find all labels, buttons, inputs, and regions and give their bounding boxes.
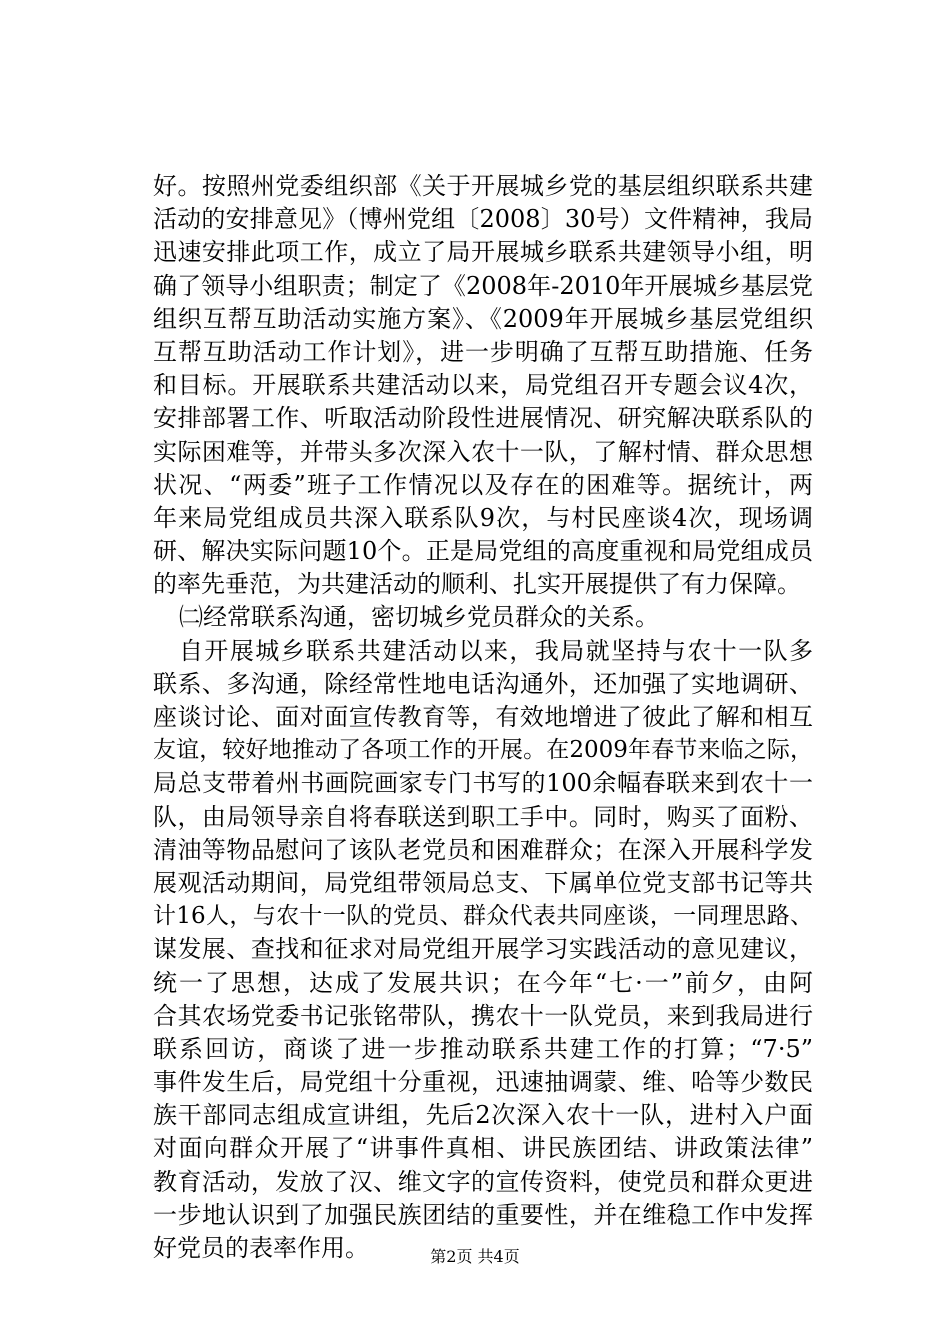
text-line: 实际困难等，并带头多次深入农十一队，了解村情、群众思想 bbox=[153, 437, 813, 466]
text-line: 的率先垂范，为共建活动的顺利、扎实开展提供了有力保障。 bbox=[153, 570, 801, 599]
text-line: 互帮互助活动工作计划》，进一步明确了互帮互助措施、任务 bbox=[153, 337, 813, 366]
page-footer bbox=[0, 1246, 950, 1268]
text-line: 好。按照州党委组织部《关于开展城乡党的基层组织联系共建 bbox=[153, 172, 813, 200]
text-line: 统一了思想，达成了发展共识；在今年“七·一”前夕，由阿 bbox=[153, 968, 813, 997]
text-line: 友谊，较好地推动了各项工作的开展。在2009年春节来临之际， bbox=[153, 737, 813, 764]
text-line: 教育活动，发放了汉、维文字的宣传资料，使党员和群众更进 bbox=[153, 1167, 813, 1196]
text-line: 状况、“两委”班子工作情况以及存在的困难等。据统计，两 bbox=[153, 470, 813, 499]
text-line: 迅速安排此项工作，成立了局开展城乡联系共建领导小组，明 bbox=[153, 238, 813, 267]
text-line: 研、解决实际问题10个。正是局党组的高度重视和局党组成员 bbox=[153, 537, 813, 566]
text-line: 安排部署工作、听取活动阶段性进展情况、研究解决联系队的 bbox=[153, 404, 813, 433]
text-line: 谋发展、查找和征求对局党组开展学习实践活动的意见建议， bbox=[153, 935, 813, 964]
text-line: 联系回访，商谈了进一步推动联系共建工作的打算；“7·5” bbox=[153, 1034, 813, 1063]
text-line: 和目标。开展联系共建活动以来，局党组召开专题会议4次， bbox=[153, 371, 813, 400]
text-line: 活动的安排意见》（博州党组〔2008〕30号）文件精神，我局 bbox=[153, 205, 813, 234]
text-line: 事件发生后，局党组十分重视，迅速抽调蒙、维、哈等少数民 bbox=[153, 1068, 813, 1097]
text-line: 确了领导小组职责；制定了《2008年-2010年开展城乡基层党 bbox=[153, 271, 813, 300]
page-number: 第2页 共4页 bbox=[430, 1247, 520, 1266]
text-line: 展观活动期间，局党组带领局总支、下属单位党支部书记等共 bbox=[153, 868, 813, 897]
text-line: 年来局党组成员共深入联系队9次，与村民座谈4次，现场调 bbox=[153, 503, 813, 532]
text-line: 局总支带着州书画院画家专门书写的100余幅春联来到农十一 bbox=[153, 769, 813, 798]
text-line: 合其农场党委书记张铭带队，携农十一队党员，来到我局进行 bbox=[153, 1001, 813, 1030]
text-line: 自开展城乡联系共建活动以来，我局就坚持与农十一队多 bbox=[179, 636, 813, 665]
text-line: 座谈讨论、面对面宣传教育等，有效地增进了彼此了解和相互 bbox=[153, 703, 813, 731]
text-line: 队，由局领导亲自将春联送到职工手中。同时，购买了面粉、 bbox=[153, 802, 813, 831]
text-line: 族干部同志组成宣讲组，先后2次深入农十一队，进村入户面 bbox=[153, 1101, 813, 1130]
text-line: 一步地认识到了加强民族团结的重要性，并在维稳工作中发挥 bbox=[153, 1200, 813, 1229]
body-text bbox=[153, 170, 813, 1265]
text-line: 好党员的表率作用。 bbox=[153, 1234, 369, 1262]
text-line: 联系、多沟通，除经常性地电话沟通外，还加强了实地调研、 bbox=[153, 669, 813, 698]
section-heading: ㈡经常联系沟通，密切城乡党员群众的关系。 bbox=[179, 603, 659, 632]
text-line: 清油等物品慰问了该队老党员和困难群众；在深入开展科学发 bbox=[153, 835, 813, 864]
text-line: 对面向群众开展了“讲事件真相、讲民族团结、讲政策法律” bbox=[153, 1134, 813, 1163]
text-line: 计16人，与农十一队的党员、群众代表共同座谈，一同理思路、 bbox=[153, 903, 813, 930]
text-line: 组织互帮互助活动实施方案》、《2009年开展城乡基层党组织 bbox=[153, 304, 813, 333]
